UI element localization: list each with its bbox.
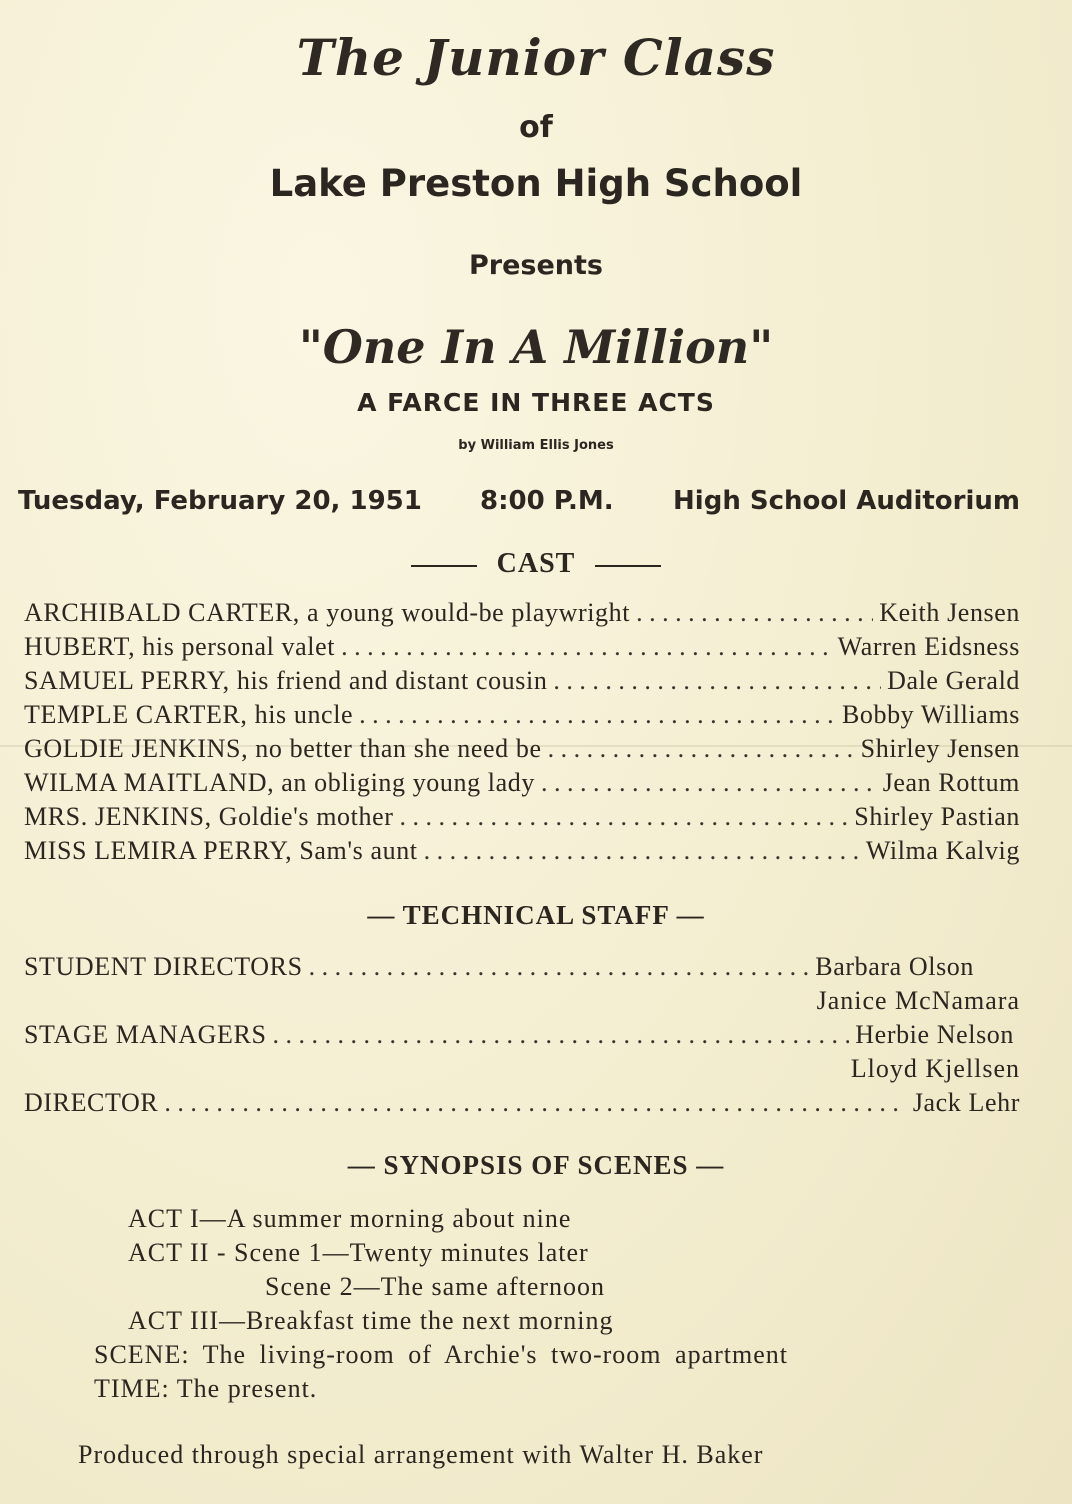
cast-role: SAMUEL PERRY, his friend and distant cousin <box>24 666 548 695</box>
presents-text: Presents <box>469 250 603 281</box>
student-director-2: Janice McNamara <box>816 986 1020 1015</box>
of-text: of <box>519 110 553 145</box>
synopsis-scene: SCENE: The living-room of Archie's two-room apartment <box>94 1340 788 1369</box>
cast-actor: Warren Eidsness <box>837 632 1020 661</box>
event-date: Tuesday, February 20, 1951 <box>18 486 422 516</box>
event-time: 8:00 P.M. <box>480 486 614 516</box>
cast-heading-label: CAST <box>496 548 576 579</box>
leader-dots <box>541 768 877 798</box>
cast-role: MRS. JENKINS, Goldie's mother <box>24 802 394 831</box>
leader-dots <box>548 734 855 764</box>
synopsis-act1: ACT I—A summer morning about nine <box>128 1204 572 1233</box>
leader-dots <box>399 802 848 832</box>
stage-managers-row <box>24 1020 1014 1054</box>
leader-dots <box>424 836 860 866</box>
cast-actor: Keith Jensen <box>879 598 1020 627</box>
play-subtitle: A FARCE IN THREE ACTS <box>357 388 715 417</box>
footer-credit: Produced through special arrangement with Walter H. Baker <box>78 1440 764 1469</box>
cast-actor: Wilma Kalvig <box>865 836 1020 865</box>
synopsis-act3: ACT III—Breakfast time the next morning <box>128 1306 614 1335</box>
play-author: by William Ellis Jones <box>458 438 614 453</box>
stage-manager-2: Lloyd Kjellsen <box>850 1054 1020 1083</box>
synopsis-heading: — SYNOPSIS OF SCENES — <box>347 1150 725 1180</box>
leader-dots <box>309 952 810 982</box>
cast-actor: Bobby Williams <box>841 700 1020 729</box>
cast-role: WILMA MAITLAND, an obliging young lady <box>24 768 535 797</box>
cast-role: GOLDIE JENKINS, no better than she need be <box>24 734 542 763</box>
cast-actor: Shirley Jensen <box>860 734 1020 763</box>
cast-actor: Shirley Pastian <box>854 802 1020 831</box>
heading-rule-left <box>411 565 477 567</box>
stage-managers-label: STAGE MANAGERS <box>24 1020 267 1049</box>
cast-role: ARCHIBALD CARTER, a young would-be playwright <box>24 598 631 627</box>
director-row <box>24 1088 1020 1122</box>
cast-role: TEMPLE CARTER, his uncle <box>24 700 354 729</box>
synopsis-act2-scene1: ACT II - Scene 1—Twenty minutes later <box>128 1238 589 1267</box>
event-venue: High School Auditorium <box>673 486 1020 516</box>
student-directors-label: STUDENT DIRECTORS <box>24 952 303 981</box>
leader-dots <box>553 666 881 696</box>
cast-row <box>24 802 1020 836</box>
technical-heading: — TECHNICAL STAFF — <box>367 900 705 930</box>
cast-row <box>24 632 1020 666</box>
director-label: DIRECTOR <box>24 1088 159 1117</box>
cast-role: MISS LEMIRA PERRY, Sam's aunt <box>24 836 418 865</box>
class-title: The Junior Class <box>296 28 776 87</box>
cast-row <box>24 598 1020 632</box>
cast-actor: Jean Rottum <box>882 768 1020 797</box>
synopsis-act2-scene2: Scene 2—The same afternoon <box>265 1272 606 1301</box>
cast-row <box>24 836 1020 870</box>
student-directors-row <box>24 952 974 986</box>
cast-heading <box>0 548 1072 580</box>
stage-manager-1: Herbie Nelson <box>855 1020 1014 1049</box>
cast-actor: Dale Gerald <box>887 666 1020 695</box>
heading-rule-right <box>595 565 661 567</box>
cast-role: HUBERT, his personal valet <box>24 632 336 661</box>
leader-dots <box>359 700 836 730</box>
director-name: Jack Lehr <box>912 1088 1020 1117</box>
leader-dots <box>273 1020 850 1050</box>
leader-dots <box>636 598 873 628</box>
school-name: Lake Preston High School <box>269 162 803 205</box>
student-director-1: Barbara Olson <box>815 952 974 981</box>
cast-row <box>24 666 1020 700</box>
leader-dots <box>341 632 832 662</box>
leader-dots <box>164 1088 906 1118</box>
cast-row <box>24 700 1020 734</box>
cast-row <box>24 734 1020 768</box>
synopsis-time: TIME: The present. <box>94 1374 318 1403</box>
cast-row <box>24 768 1020 802</box>
play-title: "One In A Million" <box>298 320 774 374</box>
